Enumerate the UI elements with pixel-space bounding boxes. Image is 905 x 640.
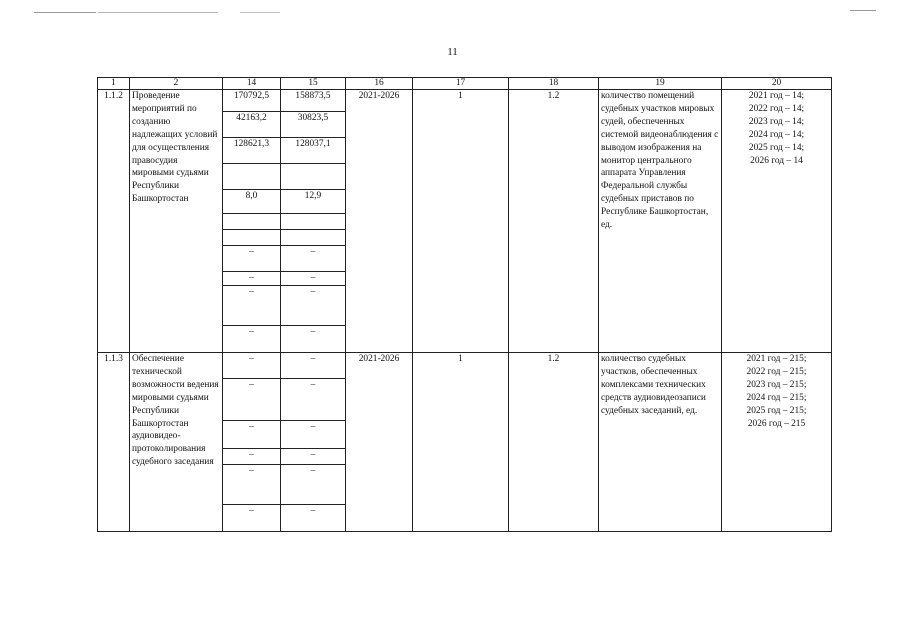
- header-cell: 15: [281, 78, 346, 90]
- column-17-cell: 1: [413, 353, 509, 532]
- row-number: 1.1.3: [98, 353, 130, 532]
- header-cell: 17: [413, 78, 509, 90]
- header-cell: 16: [346, 78, 413, 90]
- value-cell: –: [223, 272, 281, 286]
- header-cell: 14: [223, 78, 281, 90]
- value-cell: –: [281, 505, 346, 532]
- value-cell: 42163,2: [223, 112, 281, 138]
- scan-artifact-line: [34, 12, 96, 13]
- header-cell: 20: [722, 78, 832, 90]
- row-number: 1.1.2: [98, 90, 130, 353]
- target-value: 2024 год – 215;: [746, 392, 807, 403]
- value-cell: 12,9: [281, 190, 346, 214]
- value-cell: [281, 214, 346, 230]
- target-value: 2022 год – 215;: [746, 366, 807, 377]
- header-cell: 18: [509, 78, 599, 90]
- indicator-description: количество помещений судебных участков мировых судей, обеспеченных системой видеонаблюдения с выводом изображения на монитор центрального аппарата Управления Федеральной службы судебных приставов по Республике Башкортостан, ед.: [599, 90, 722, 353]
- value-cell: 30823,5: [281, 112, 346, 138]
- value-cell: –: [281, 379, 346, 421]
- target-value: 2026 год – 215: [747, 418, 806, 429]
- value-cell: –: [223, 421, 281, 449]
- value-cell: 128621,3: [223, 138, 281, 164]
- value-cell: [281, 164, 346, 190]
- value-cell: –: [223, 465, 281, 505]
- value-cell: –: [223, 379, 281, 421]
- value-cell: –: [223, 353, 281, 379]
- indicator-description: количество судебных участков, обеспеченных комплексами технических средств аудиовидеозаписи судебных заседаний, ед.: [599, 353, 722, 532]
- scan-artifact-line: [850, 10, 876, 11]
- value-cell: –: [281, 286, 346, 326]
- value-cell: –: [281, 246, 346, 272]
- table-row: [98, 353, 832, 379]
- period-cell: 2021-2026: [346, 90, 413, 353]
- value-cell: –: [281, 353, 346, 379]
- value-cell: –: [281, 421, 346, 449]
- value-cell: 128037,1: [281, 138, 346, 164]
- value-cell: [223, 164, 281, 190]
- scan-artifact-line: [240, 12, 280, 13]
- value-cell: –: [223, 286, 281, 326]
- event-name: Обеспечение технической возможности ведения мировыми судьями Республики Башкортостан аудиовидео-протоколирования судебного заседания: [130, 353, 223, 532]
- page-number: 11: [447, 46, 458, 58]
- value-cell: –: [281, 449, 346, 465]
- column-18-cell: 1.2: [509, 353, 599, 532]
- value-cell: –: [281, 272, 346, 286]
- value-cell: 170792,5: [223, 90, 281, 112]
- table-row: [98, 90, 832, 112]
- value-cell: –: [281, 465, 346, 505]
- column-18-cell: 1.2: [509, 90, 599, 353]
- target-value: 2023 год – 215;: [746, 379, 807, 390]
- column-17-cell: 1: [413, 90, 509, 353]
- value-cell: [223, 214, 281, 230]
- value-cell: 8,0: [223, 190, 281, 214]
- header-row: [98, 78, 832, 90]
- target-value: 2021 год – 215;: [746, 354, 807, 364]
- target-value: 2022 год – 14;: [748, 103, 805, 114]
- scan-artifact-line: [98, 12, 218, 13]
- target-values: [722, 90, 832, 353]
- event-name: Проведение мероприятий по созданию надлежащих условий для осуществления правосудия мировыми судьями Республики Башкортостан: [130, 90, 223, 353]
- value-cell: –: [223, 505, 281, 532]
- value-cell: [223, 230, 281, 246]
- value-cell: –: [281, 326, 346, 353]
- target-value: 2026 год – 14: [750, 155, 803, 166]
- value-cell: –: [223, 326, 281, 353]
- target-value: 2023 год – 14;: [748, 116, 805, 127]
- header-cell: 2: [130, 78, 223, 90]
- value-cell: [281, 230, 346, 246]
- target-value: 2025 год – 14;: [748, 142, 805, 153]
- value-cell: 158873,5: [281, 90, 346, 112]
- value-cell: –: [223, 449, 281, 465]
- header-cell: 1: [98, 78, 130, 90]
- target-value: 2025 год – 215;: [746, 405, 807, 416]
- target-value: 2024 год – 14;: [748, 129, 805, 140]
- program-table: [97, 77, 832, 532]
- period-cell: 2021-2026: [346, 353, 413, 532]
- target-value: 2021 год – 14;: [748, 91, 805, 101]
- header-cell: 19: [599, 78, 722, 90]
- value-cell: –: [223, 246, 281, 272]
- target-values: [722, 353, 832, 532]
